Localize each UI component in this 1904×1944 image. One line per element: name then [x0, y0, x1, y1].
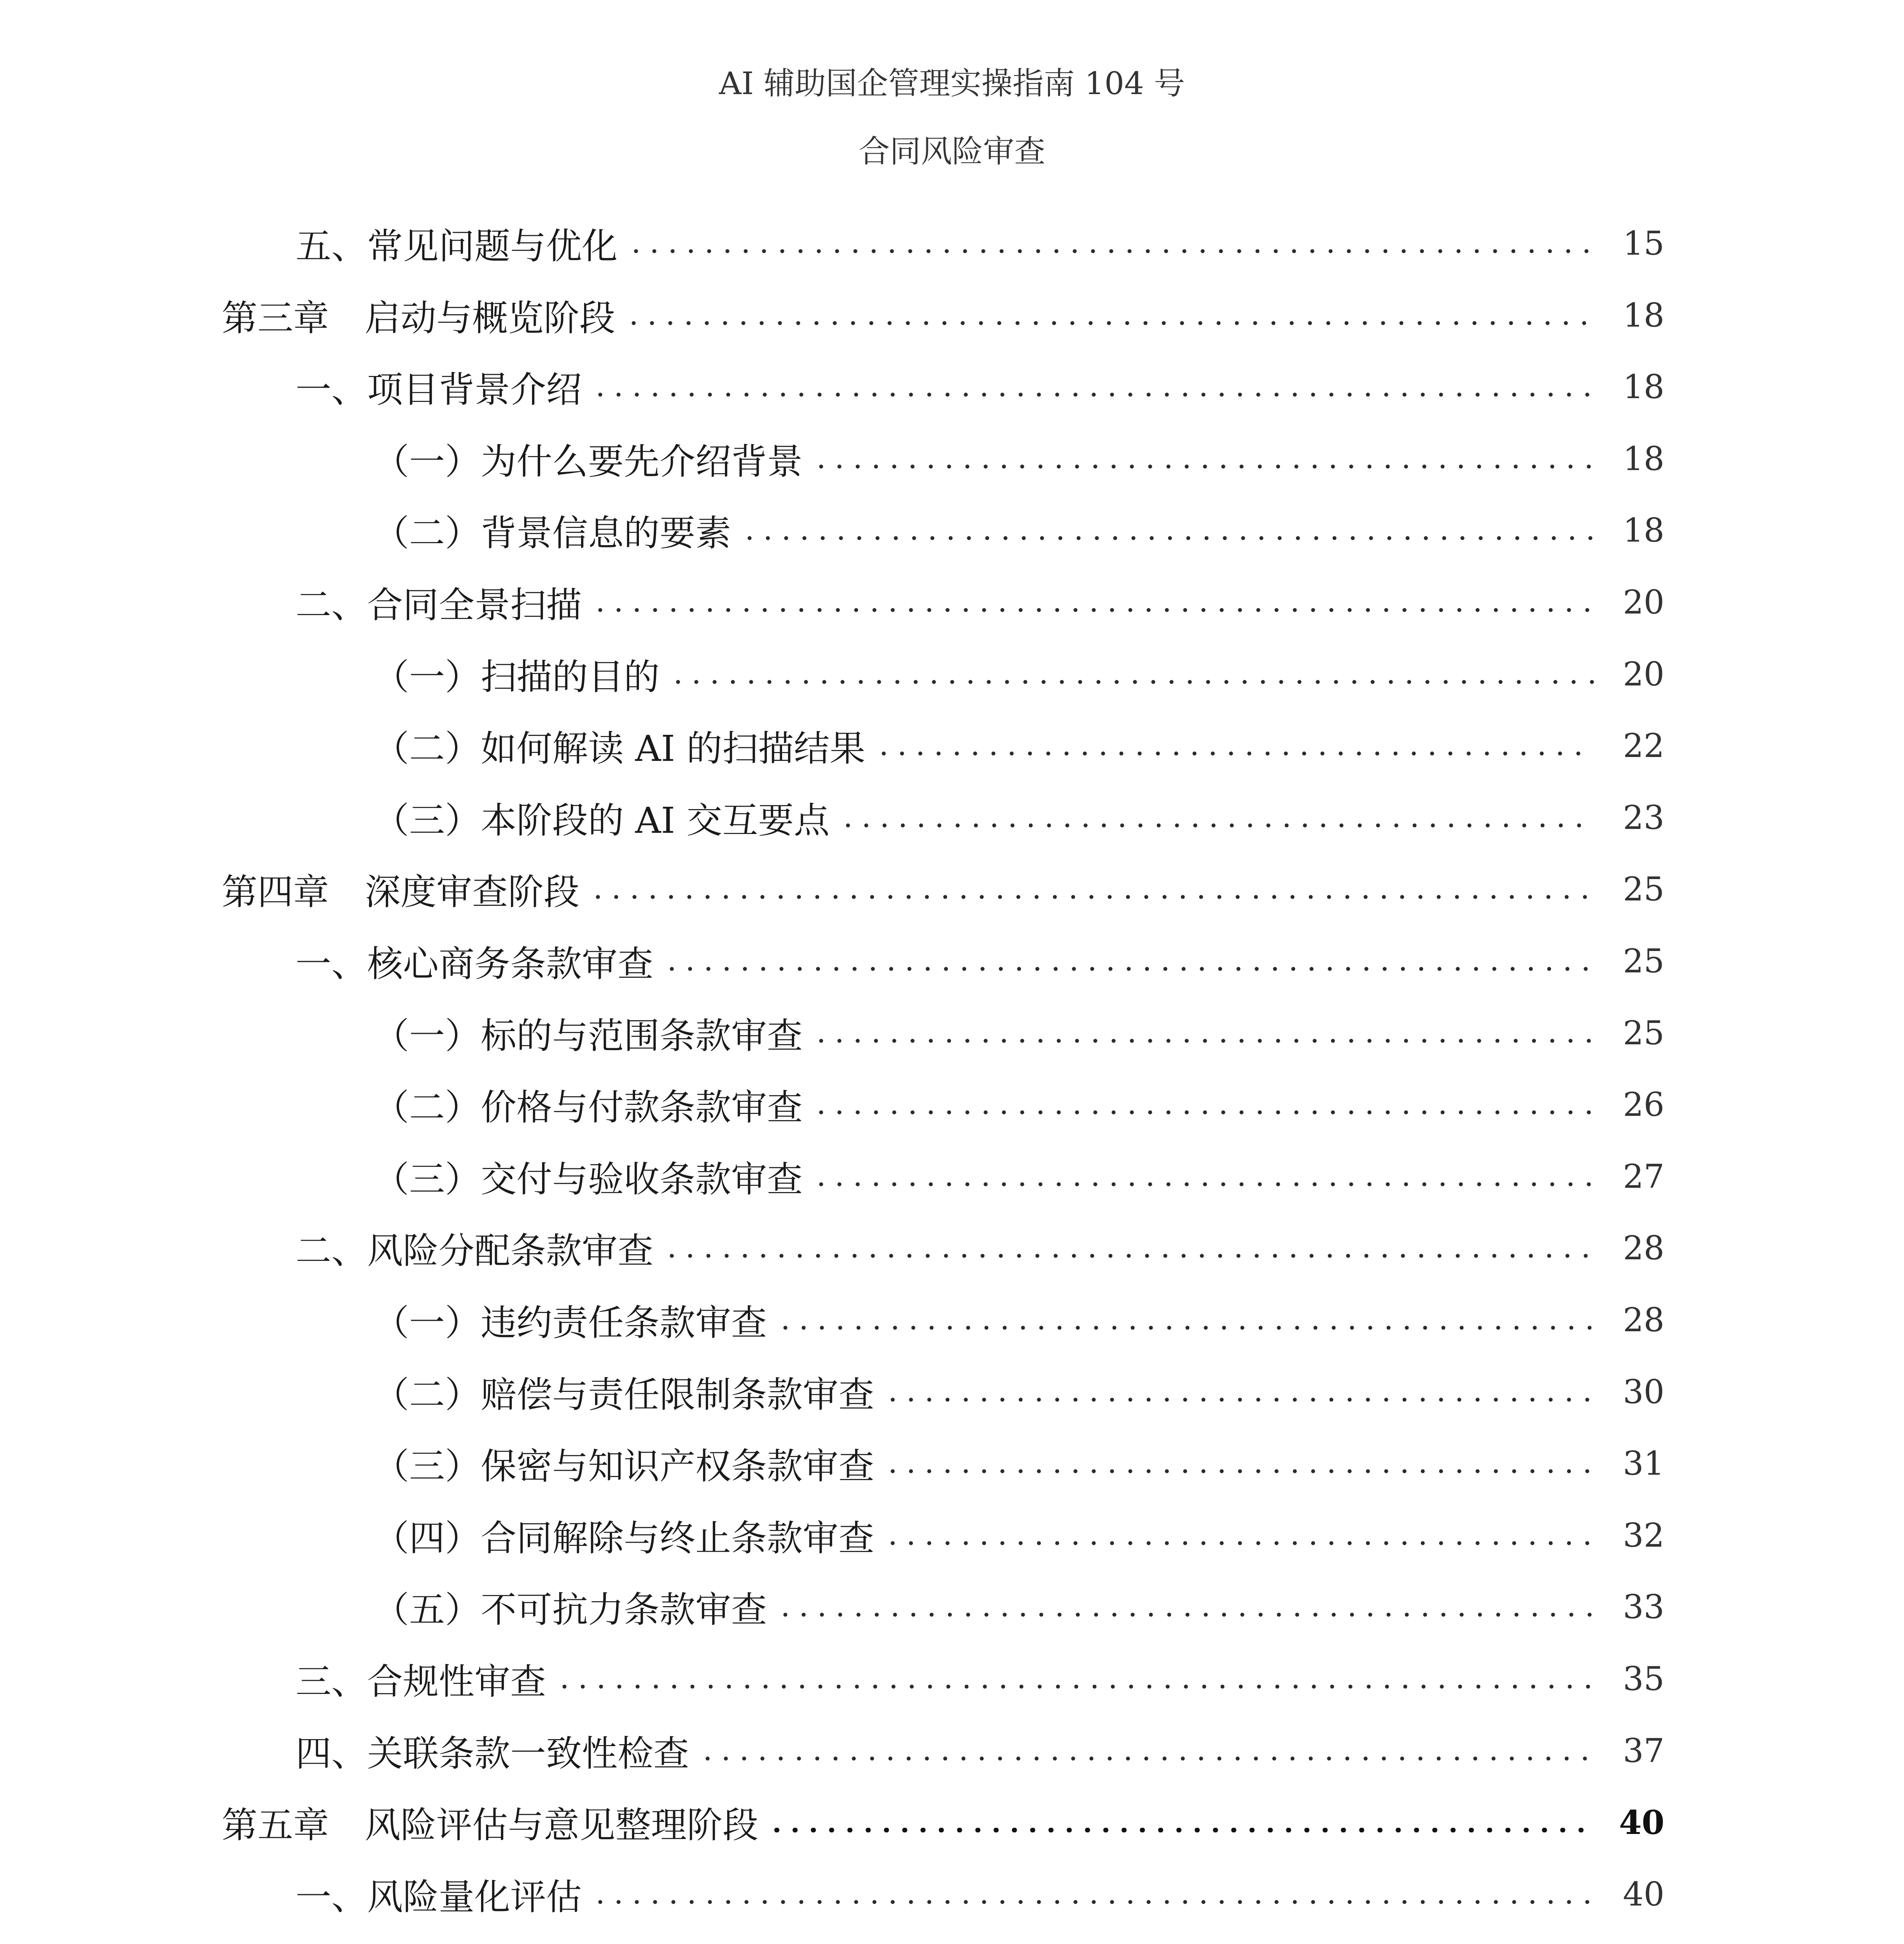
toc-leader-wrap [669, 647, 1594, 701]
toc-dot-leader [625, 321, 1594, 325]
toc-page-number: 27 [1623, 1157, 1664, 1196]
toc-page-number: 37 [1623, 1732, 1664, 1770]
toc-leader-wrap [663, 934, 1594, 988]
toc-leader-wrap [884, 1436, 1594, 1491]
toc-entry-label: 五、常见问题与优化 [296, 226, 618, 267]
toc-page-number: 33 [1623, 1588, 1664, 1626]
toc-entry-label: 四、关联条款一致性检查 [296, 1733, 690, 1774]
toc-dot-leader [555, 1684, 1594, 1689]
toc-leader-wrap [884, 1508, 1594, 1563]
toc-dot-leader [669, 680, 1594, 684]
toc-entry-sub[interactable] [373, 1939, 1664, 1944]
toc-leader-wrap [776, 1293, 1594, 1347]
toc-leader-wrap [768, 1795, 1594, 1850]
toc-entry-section[interactable] [296, 216, 1664, 271]
running-header-title: AI 辅助国企管理实操指南 104 号 [719, 65, 1185, 101]
toc-dot-leader [839, 823, 1594, 828]
toc-dot-leader [812, 1038, 1594, 1043]
toc-dot-leader [776, 1325, 1594, 1330]
toc-entry-section[interactable] [296, 1724, 1664, 1778]
toc-leader-wrap [812, 1149, 1594, 1204]
running-header-subtitle: 合同风险审查 [859, 133, 1045, 170]
toc-page-number: 20 [1623, 655, 1664, 693]
toc-dot-leader [591, 1900, 1594, 1904]
toc-leader-wrap [839, 790, 1594, 845]
toc-page-number: 35 [1623, 1660, 1664, 1698]
toc-entry-label: 二、风险分配条款审查 [296, 1230, 654, 1272]
toc-dot-leader [768, 1828, 1594, 1832]
toc-leader-wrap [591, 360, 1594, 414]
toc-entry-label: （五）不可抗力条款审查 [373, 1589, 767, 1631]
toc-leader-wrap [698, 1724, 1594, 1778]
toc-entry-sub[interactable] [373, 503, 1664, 558]
toc-page-number: 15 [1623, 224, 1664, 262]
toc-leader-wrap [812, 1077, 1594, 1132]
toc-page-number: 23 [1623, 799, 1664, 837]
toc-entry-sub[interactable] [373, 1580, 1664, 1634]
toc-dot-leader [812, 1182, 1594, 1187]
toc-dot-leader [776, 1612, 1594, 1617]
toc-leader-wrap [625, 288, 1594, 343]
toc-entry-label: （一）扫描的目的 [373, 656, 660, 698]
toc-page-number: 40 [1619, 1803, 1664, 1842]
toc-entry-sub[interactable] [373, 1149, 1664, 1204]
toc-entry-label: 一、风险量化评估 [296, 1876, 582, 1918]
toc-entry-label: （二）价格与付款条款审查 [373, 1087, 803, 1128]
toc-page-number: 26 [1623, 1086, 1664, 1124]
toc-dot-leader [627, 249, 1594, 253]
toc-entry-label: （一）为什么要先介绍背景 [373, 441, 803, 483]
toc-dot-leader [875, 751, 1594, 756]
toc-entry-sub[interactable] [373, 1077, 1664, 1132]
toc-page-number: 28 [1623, 1229, 1664, 1267]
toc-dot-leader [663, 967, 1594, 971]
toc-entry-sub[interactable] [373, 790, 1664, 845]
toc-dot-leader [591, 608, 1594, 612]
toc-entry-section[interactable] [296, 1867, 1664, 1921]
toc-leader-wrap [776, 1580, 1594, 1634]
toc-leader-wrap [884, 1365, 1594, 1419]
toc-entry-label: 三、合规性审查 [296, 1661, 546, 1703]
toc-entry-chapter[interactable] [222, 1795, 1664, 1850]
toc-entry-label: （四）合同解除与终止条款审查 [373, 1517, 875, 1559]
toc-page-number: 32 [1623, 1516, 1664, 1554]
toc-entry-label: （一）违约责任条款审查 [373, 1302, 767, 1344]
toc-entry-label: （一）标的与范围条款审查 [373, 1015, 803, 1057]
toc-entry-chapter[interactable] [222, 288, 1664, 343]
toc-page-number: 25 [1623, 1014, 1664, 1052]
toc-page-number: 28 [1623, 1301, 1664, 1339]
toc-dot-leader [884, 1541, 1594, 1545]
toc-dot-leader [589, 895, 1594, 899]
toc-entry-sub[interactable] [373, 1436, 1664, 1491]
toc-entry-label: 二、合同全景扫描 [296, 584, 582, 626]
toc-page-number: 18 [1623, 296, 1664, 334]
toc-entry-label: 一、项目背景介绍 [296, 369, 582, 411]
toc-entry-label: （二）赔偿与责任限制条款审查 [373, 1374, 875, 1416]
toc-leader-wrap [663, 1221, 1594, 1275]
toc-leader-wrap [591, 1867, 1594, 1921]
toc-entry-label: （二）如何解读 AI 的扫描结果 [373, 728, 866, 769]
toc-leader-wrap [812, 1006, 1594, 1060]
toc-entry-label: 第三章 启动与概览阶段 [222, 297, 616, 339]
toc-dot-leader [663, 1253, 1594, 1258]
toc-page-number: 30 [1623, 1373, 1664, 1411]
toc-leader-wrap [627, 216, 1594, 271]
toc-leader-wrap [589, 862, 1594, 916]
toc-entry-chapter[interactable] [222, 862, 1664, 916]
toc-entry-label: （二）背景信息的要素 [373, 512, 732, 554]
toc-dot-leader [812, 464, 1594, 469]
toc-page-number: 18 [1623, 368, 1664, 406]
toc-entry-sub[interactable] [373, 1508, 1664, 1563]
toc-entry-label: （三）交付与验收条款审查 [373, 1159, 803, 1200]
toc-entry-label: 第四章 深度审查阶段 [222, 871, 580, 913]
toc-entry-section[interactable] [296, 360, 1664, 414]
toc-dot-leader [884, 1469, 1594, 1474]
toc-leader-wrap [812, 432, 1594, 486]
toc-dot-leader [740, 536, 1594, 540]
toc-entry-label [373, 1940, 705, 1944]
toc-dot-leader [884, 1397, 1594, 1402]
toc-dot-leader [812, 1110, 1594, 1115]
toc-leader-wrap [705, 1939, 1594, 1944]
toc-page-number: 20 [1623, 583, 1664, 621]
toc-leader-wrap [875, 719, 1594, 773]
toc-entry-label: （三）本阶段的 AI 交互要点 [373, 800, 830, 841]
toc-entry-sub[interactable] [373, 1365, 1664, 1419]
toc-leader-wrap [591, 575, 1594, 629]
toc-entry-sub[interactable] [373, 432, 1664, 486]
toc-entry-section[interactable] [296, 1652, 1664, 1706]
toc-page-number: 40 [1623, 1875, 1664, 1913]
toc-page-number: 25 [1623, 942, 1664, 980]
toc-page-number: 18 [1623, 440, 1664, 478]
toc-page-number: 31 [1623, 1444, 1664, 1482]
toc-entry-sub[interactable] [373, 719, 1664, 773]
toc-entry-sub[interactable] [373, 1006, 1664, 1060]
toc-leader-wrap [740, 503, 1594, 558]
toc-entry-label: 第五章 风险评估与意见整理阶段 [222, 1804, 759, 1846]
toc-entry-label: 一、核心商务条款审查 [296, 943, 654, 985]
toc-entry-sub[interactable] [373, 1293, 1664, 1347]
toc-leader-wrap [555, 1652, 1594, 1706]
toc-entry-section[interactable] [296, 1221, 1664, 1275]
toc-entry-label: （三）保密与知识产权条款审查 [373, 1446, 875, 1487]
toc-entry-section[interactable] [296, 575, 1664, 629]
toc-page-number: 18 [1623, 511, 1664, 549]
toc-dot-leader [698, 1756, 1594, 1761]
toc-entry-section[interactable] [296, 934, 1664, 988]
toc-entry-sub[interactable] [373, 647, 1664, 701]
toc-dot-leader [591, 392, 1594, 397]
toc-page-number: 25 [1623, 870, 1664, 908]
toc-page-number: 22 [1623, 727, 1664, 765]
